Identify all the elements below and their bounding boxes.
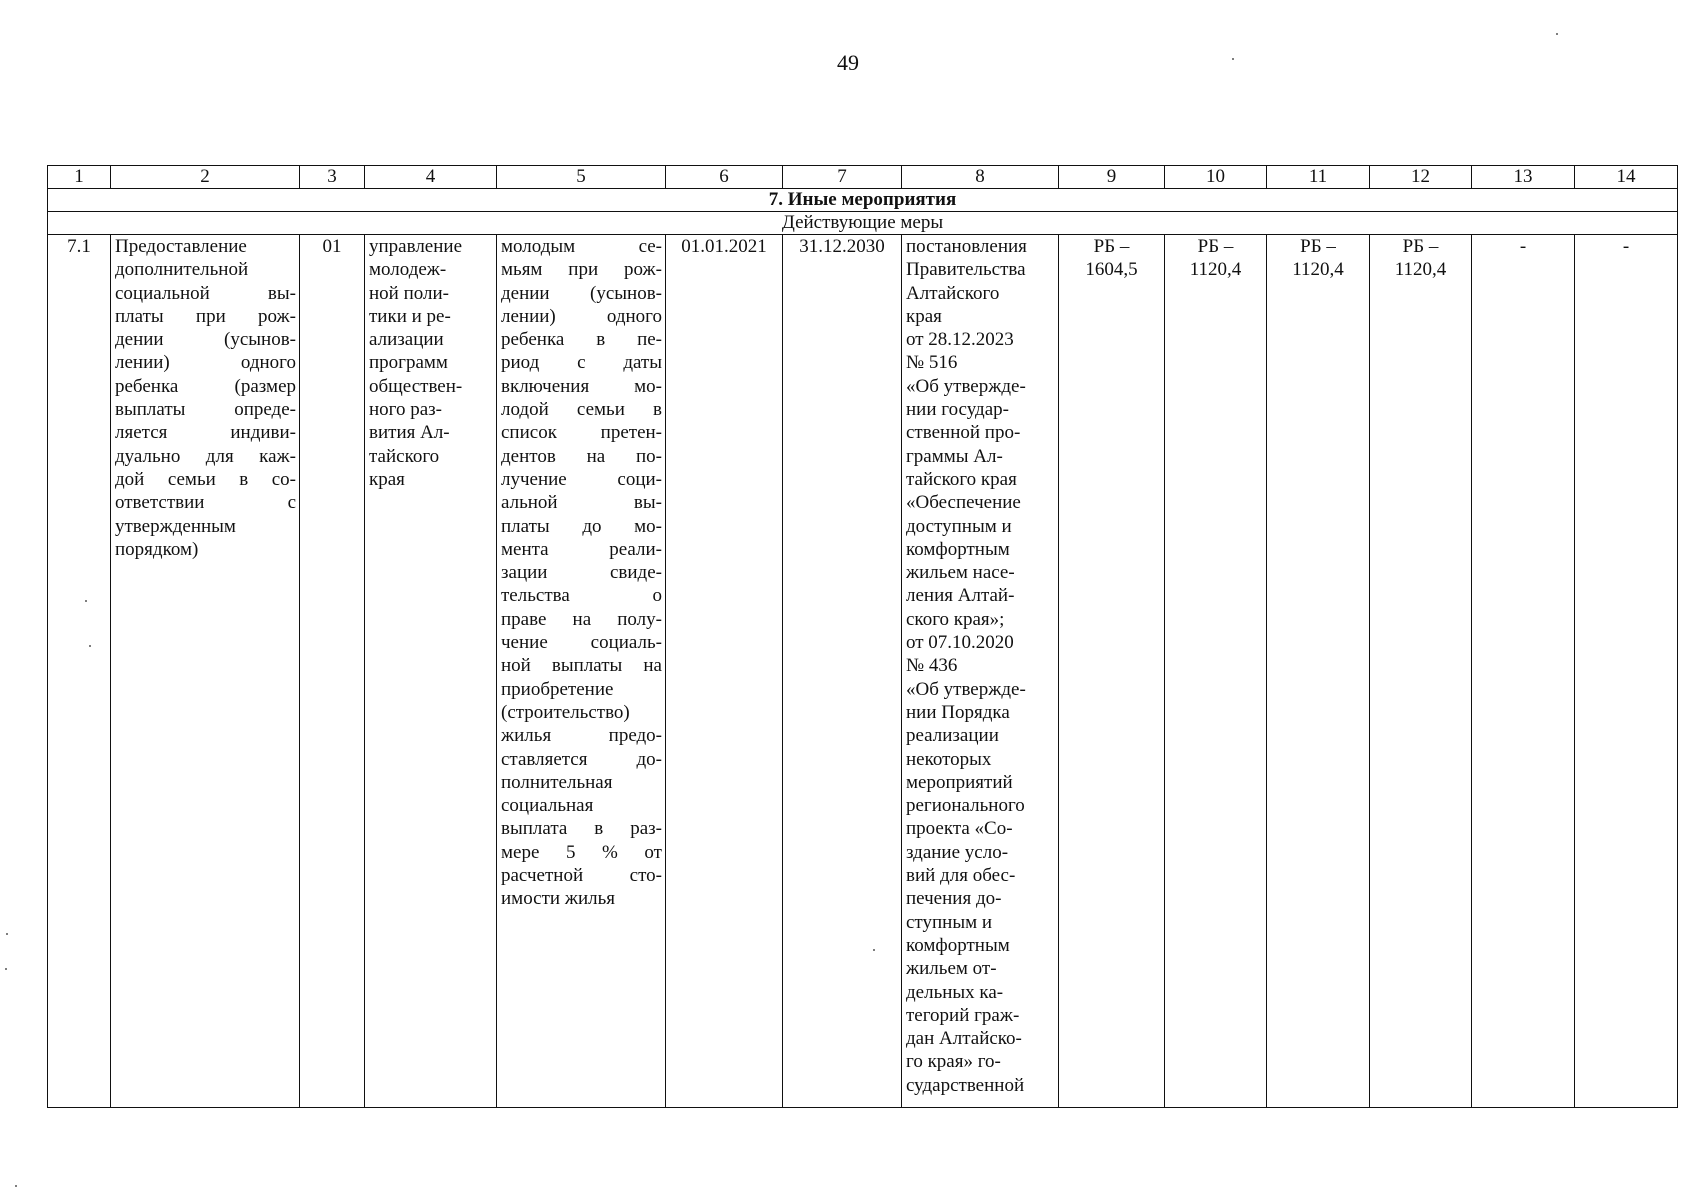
- cell-text-line: выплата в раз-: [501, 818, 662, 840]
- cell-text-line: программ: [369, 352, 448, 374]
- cell-text-line: дан Алтайско-: [906, 1028, 1022, 1050]
- cell-text-line: социальная: [501, 795, 594, 817]
- column-header: 10: [1165, 166, 1267, 189]
- cell-text-line: мероприятий: [906, 771, 1013, 793]
- column-header: 1: [48, 166, 111, 189]
- cell-text-line: чение социаль-: [501, 632, 662, 654]
- cell-text-line: зации свиде-: [501, 562, 662, 584]
- cell-text-line: тайского: [369, 445, 440, 467]
- cell-text-line: ления Алтай-: [906, 585, 1015, 607]
- row-number: 7.1: [48, 235, 111, 1108]
- cell-text-line: выплаты опреде-: [115, 399, 296, 421]
- column-header: 2: [111, 166, 300, 189]
- cell-text-line: края: [906, 305, 942, 327]
- cell-text-line: 1120,4: [1292, 259, 1344, 281]
- cell-text-line: ответствии с: [115, 492, 296, 514]
- cell-text-line: от 28.12.2023: [906, 329, 1014, 351]
- column-header: 13: [1472, 166, 1575, 189]
- cell-text-line: нии государ-: [906, 399, 1009, 421]
- cell-text-line: «Об утвержде-: [906, 375, 1026, 397]
- cell-text-line: РБ –: [1197, 236, 1234, 257]
- cell-text-line: сударственной: [906, 1074, 1025, 1096]
- cell-text-line: дентов на по-: [501, 445, 662, 467]
- cell-text-line: альной вы-: [501, 492, 662, 514]
- cell-text-line: Алтайского: [906, 282, 1000, 304]
- cell-text-line: (строительство): [501, 701, 630, 723]
- cell-text-line: РБ –: [1300, 236, 1336, 257]
- cell-text-line: комфортным: [906, 934, 1010, 956]
- column-number-row: [48, 166, 1678, 189]
- cell-text-line: ной выплаты на: [501, 655, 662, 677]
- cell-text-line: утвержденным: [115, 515, 236, 537]
- cell-text-line: управление: [369, 236, 463, 257]
- cell-text-line: жильем от-: [906, 958, 997, 980]
- description-cell: [497, 235, 666, 1108]
- cell-text-line: тегорий граж-: [906, 1004, 1020, 1026]
- cell-text-line: ского края»;: [906, 608, 1005, 630]
- cell-text-line: обществен-: [369, 375, 463, 397]
- column-header: 6: [666, 166, 783, 189]
- cell-text-line: дой семьи в со-: [115, 468, 296, 490]
- scan-speck: [15, 1185, 17, 1187]
- funding-2027-cell: [1370, 235, 1472, 1108]
- column-header: 14: [1575, 166, 1678, 189]
- cell-text-line: 1120,4: [1394, 259, 1447, 281]
- cell-text-line: платы до мо-: [501, 515, 662, 537]
- cell-text-line: риод с даты: [501, 352, 662, 374]
- cell-text-line: список претен-: [501, 422, 662, 444]
- subsection-title: Действующие меры: [48, 212, 1678, 235]
- cell-text-line: РБ –: [1093, 236, 1130, 257]
- cell-text-line: лодой семьи в: [501, 399, 662, 421]
- column-header: 3: [300, 166, 365, 189]
- cell-text-line: нии Порядка: [906, 701, 1010, 723]
- cell-text-line: ставляется до-: [501, 748, 662, 770]
- funding-2024-cell: [1059, 235, 1165, 1108]
- measures-table: [47, 165, 1678, 1108]
- cell-text-line: здание усло-: [906, 841, 1009, 863]
- funding-2025-cell: [1165, 235, 1267, 1108]
- column-header: 8: [902, 166, 1059, 189]
- cell-text-line: граммы Ал-: [906, 445, 1003, 467]
- measure-code: 01: [300, 235, 365, 1108]
- cell-text-line: полнительная: [501, 771, 613, 793]
- cell-text-line: порядком): [115, 538, 199, 560]
- executor-cell: [365, 235, 497, 1108]
- cell-text-line: ного раз-: [369, 399, 443, 421]
- cell-text-line: мере 5 % от: [501, 841, 662, 863]
- col14-value: -: [1575, 235, 1678, 1108]
- cell-text-line: реализации: [906, 725, 999, 747]
- scan-speck: [1232, 58, 1234, 60]
- cell-text-line: мьям при рож-: [501, 259, 662, 281]
- cell-text-line: дуально для каж-: [115, 445, 296, 467]
- cell-text-line: ребенка (размер: [115, 375, 296, 397]
- cell-text-line: имости жилья: [501, 888, 615, 910]
- cell-text-line: ступным и: [906, 911, 993, 933]
- column-header: 7: [783, 166, 902, 189]
- scan-speck: [1556, 33, 1558, 35]
- cell-text-line: доступным и: [906, 515, 1012, 537]
- cell-text-line: дении (усынов-: [115, 329, 296, 351]
- cell-text-line: дении (усынов-: [501, 282, 662, 304]
- cell-text-line: Правительства: [906, 259, 1026, 281]
- start-date: 01.01.2021: [666, 235, 783, 1108]
- cell-text-line: края: [369, 468, 405, 490]
- cell-text-line: тики и ре-: [369, 305, 451, 327]
- cell-text-line: печения до-: [906, 888, 1002, 910]
- cell-text-line: тайского края: [906, 468, 1017, 490]
- cell-text-line: ственной про-: [906, 422, 1021, 444]
- cell-text-line: лучение соци-: [501, 468, 662, 490]
- column-header: 4: [365, 166, 497, 189]
- cell-text-line: вития Ал-: [369, 422, 450, 444]
- cell-text-line: праве на полу-: [501, 608, 662, 630]
- cell-text-line: вий для обес-: [906, 865, 1016, 887]
- column-header: 12: [1370, 166, 1472, 189]
- scan-speck: [5, 968, 7, 970]
- cell-text-line: ребенка в пе-: [501, 329, 662, 351]
- cell-text-line: «Обеспечение: [906, 492, 1021, 514]
- cell-text-line: регионального: [906, 795, 1025, 817]
- section-title: 7. Иные мероприятия: [48, 189, 1678, 212]
- cell-text-line: приобретение: [501, 678, 614, 700]
- cell-text-line: молодым се-: [501, 236, 662, 257]
- cell-text-line: «Об утвержде-: [906, 678, 1026, 700]
- funding-2026-cell: [1267, 235, 1370, 1108]
- cell-text-line: платы при рож-: [115, 305, 296, 327]
- cell-text-line: от 07.10.2020: [906, 632, 1014, 654]
- col13-value: -: [1472, 235, 1575, 1108]
- column-header: 5: [497, 166, 666, 189]
- cell-text-line: го края» го-: [906, 1051, 1001, 1073]
- cell-text-line: дельных ка-: [906, 981, 1004, 1003]
- cell-text-line: 1604,5: [1085, 259, 1138, 281]
- cell-text-line: социальной вы-: [115, 282, 296, 304]
- table-row: [48, 235, 1678, 1108]
- cell-text-line: лении) одного: [115, 352, 296, 374]
- column-header: 11: [1267, 166, 1370, 189]
- cell-text-line: лении) одного: [501, 305, 662, 327]
- cell-text-line: некоторых: [906, 748, 992, 770]
- cell-text-line: жильем насе-: [906, 562, 1015, 584]
- column-header: 9: [1059, 166, 1165, 189]
- cell-text-line: ализации: [369, 329, 444, 351]
- cell-text-line: расчетной сто-: [501, 865, 662, 887]
- page-number: 49: [837, 50, 859, 75]
- cell-text-line: ной поли-: [369, 282, 449, 304]
- cell-text-line: № 436: [906, 655, 958, 677]
- cell-text-line: тельства о: [501, 585, 662, 607]
- cell-text-line: жилья предо-: [501, 725, 662, 747]
- cell-text-line: 1120,4: [1189, 259, 1242, 281]
- cell-text-line: дополнительной: [115, 259, 249, 281]
- cell-text-line: постановления: [906, 236, 1027, 257]
- cell-text-line: Предоставление: [115, 236, 247, 257]
- scan-speck: [6, 933, 8, 935]
- cell-text-line: проекта «Со-: [906, 818, 1013, 840]
- cell-text-line: мента реали-: [501, 538, 662, 560]
- cell-text-line: ляется индиви-: [115, 422, 296, 444]
- end-date: 31.12.2030: [783, 235, 902, 1108]
- cell-text-line: № 516: [906, 352, 958, 374]
- cell-text-line: молодеж-: [369, 259, 447, 281]
- cell-text-line: включения мо-: [501, 375, 662, 397]
- measure-name-cell: [111, 235, 300, 1108]
- legal-basis-cell: [902, 235, 1059, 1108]
- cell-text-line: РБ –: [1402, 236, 1439, 257]
- cell-text-line: комфортным: [906, 538, 1010, 560]
